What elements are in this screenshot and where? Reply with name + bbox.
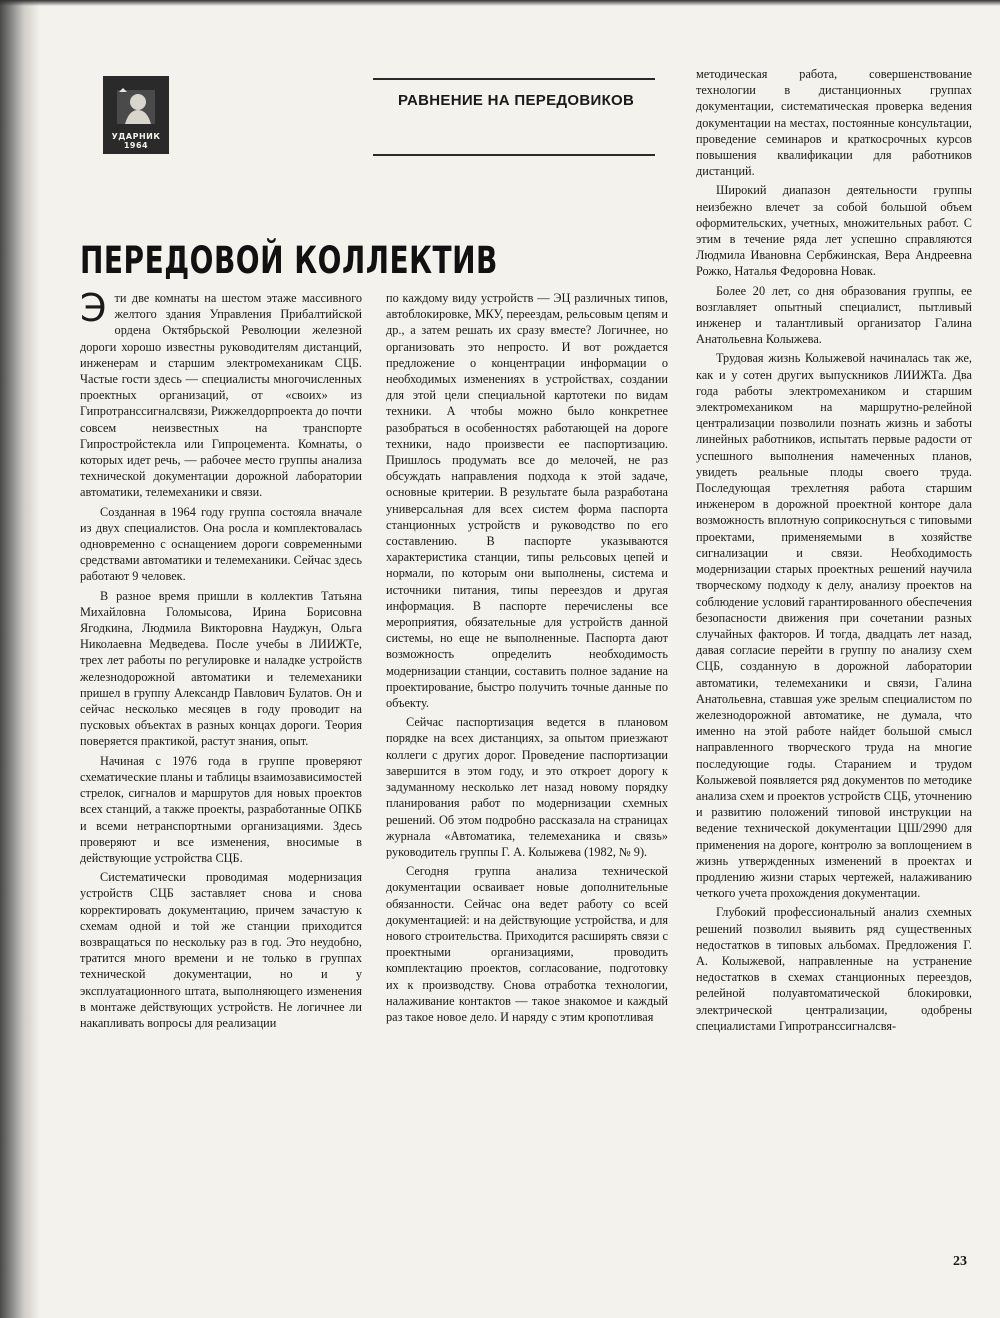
logo-text-line1: УДАРНИК	[111, 132, 161, 141]
paragraph-text: ти две комнаты на шестом этаже массивного желтого здания Управления Прибалтийской ордена Октябрьской Революции железной дороги хорошо известны руководителям дистанций, инженерам и старшим электромеханикам СЦБ. Частые гости здесь — специалисты многочисленных проектных организаций, от «своих» из Гипротранссигналсвязи, Рижжелдорпроекта до почти совсем неизвестных на транспорте Гипростройстекла или Гипроцемента. Комнаты, о которых идет речь, — рабочее место группы анализа технической документации дорожной лаборатории автоматики, телемеханики и связи.	[80, 291, 362, 500]
page-number: 23	[953, 1254, 967, 1269]
rubric-rule-bottom	[373, 154, 655, 156]
article-column-2	[386, 290, 668, 1220]
article-column-3	[696, 66, 972, 1248]
scan-shadow-edge	[0, 0, 40, 1318]
paragraph: Сейчас паспортизация ведется в плановом порядке на всех дистанциях, за опытом приезжают коллеги с других дорог. Проведение паспортизации завершится в этом году, и это откроет дорогу к задуманному несколько лет назад новому порядку планирования работ по модернизации схемных решений. Об этом подробно рассказала на страницах журнала «Автоматика, телемеханика и связь» руководитель группы Г. А. Колыжева (1982, № 9).	[386, 715, 668, 859]
logo-text-line2: 1964	[123, 141, 149, 150]
paragraph: Трудовая жизнь Колыжевой начиналась так же, как и у сотен других выпускников ЛИИЖТа. Два года работы электромехаником и старшим электромехаником на маршрутно-релейной централизации позволили познать жизнь и заботы линейных работников, испытать первые радости от успешного выполнения намеченных планов, увидеть реальные плоды своего труда. Последующая трехлетняя работа старшим инженером в дорожной проектной конторе дала возможность вплотную соприкоснуться с типовыми проектами, применяемыми в хозяйстве сигнализации и связи. Необходимость модернизации старых проектных решений научила творческому подходу к делу, анализу проектов на соблюдение условий гарантированного обеспечения безопасности движения при сочетании разных случайных факторов. И тогда, двадцать лет назад, давая согласие перейти в группу по анализу схем СЦБ, созданную в дорожной лаборатории автоматики, телемеханики и связи, Галина Анатольевна, ставшая уже зрелым специалистом по железнодорожной автоматике, не думала, что именно на этой работе найдет большой смысл направленного творческого труда на многие последующие годы. Старанием и трудом Колыжевой появляется ряд документов по методике анализа схем и проектов устройств СЦБ, уточнению и развитию положений типовой инструкции на ведение технической документации ЦШ/2990 для применения на дороге, контролю за воплощением в жизнь утвержденных изменений в проектах и продлению жизни старых чертежей, налаживанию четкого учета прохождения документации.	[696, 351, 972, 901]
rubric-logo	[103, 76, 169, 154]
paragraph: В разное время пришли в коллектив Татьяна Михайловна Голомысова, Ирина Борисовна Ягодкина, Людмила Викторовна Науджун, Ольга Николаевна Медведева. После учебы в ЛИИЖТе, трех лет работы по регулировке и наладке устройств железнодорожной автоматики и телемеханики пришел в группу Александр Павлович Булатов. Он и сейчас несколько месяцев в году проводит на пусковых объектах в разных концах дороги. Теория поверяется практикой, растут знания, опыт.	[80, 588, 362, 749]
drop-cap: Э	[80, 290, 107, 330]
paragraph: Глубокий профессиональный анализ схемных решений позволил выявить ряд существенных недостатков в типовых альбомах. Предложения Г. А. Колыжевой, направленные на устранение недостатков в схемах станционных переездов, релейной полуавтоматической блокировки, электрической централизации, одобрены специалистами Гипротранссигналсвя-	[696, 905, 972, 1033]
paragraph: Созданная в 1964 году группа состояла вначале из двух специалистов. Она росла и комплектовалась одновременно с оснащением дороги современными средствами автоматики и телемеханики. Сейчас здесь работают 9 человек.	[80, 504, 362, 584]
article-headline: ПЕРЕДОВОЙ КОЛЛЕКТИВ	[80, 238, 498, 283]
logo-text	[112, 132, 161, 150]
portrait-icon	[111, 84, 161, 130]
article-column-1	[80, 290, 362, 1220]
paragraph: Широкий диапазон деятельности группы неизбежно влечет за собой большой объем оформительских, учетных, множительных работ. С этим в течение ряда лет успешно справляются Людмила Ивановна Сербжинская, Вера Андреевна Рожко, Наталья Федоровна Новак.	[696, 183, 972, 279]
paragraph	[80, 290, 362, 501]
scan-top-edge	[0, 0, 1000, 6]
rubric-rule-top	[373, 78, 655, 80]
paragraph: Сегодня группа анализа технической документации осваивает новые дополнительные обязанности. Сейчас она ведет работу со всей документацией: и на действующие устройства, и для нового строительства. Приходится расширять связи с проектными организациями, проводить комплектацию проектов, согласование, подготовку их к производству. Снова отработка технологии, налаживание контактов — такое знакомое и каждый раз такое новое дело. И наряду с этим кропотливая	[386, 864, 668, 1024]
section-rubric: РАВНЕНИЕ НА ПЕРЕДОВИКОВ	[398, 92, 635, 109]
paragraph: по каждому виду устройств — ЭЦ различных типов, автоблокировке, МКУ, переездам, рельсовым цепям и др., а затем решать их сразу вместе? Логичнее, но организовать это непросто. И вот рождается предложение о концентрации информации о необходимых изменениях в устройствах, создании для этой цели специальной картотеки по видам техники. А чтобы можно было конкретнее разобраться в особенностях работающей на дороге техники, надо произвести ее паспортизацию. Пришлось продумать все до мелочей, не раз обсуждать направления подхода к этой задаче, основные критерии. В результате была разработана универсальная для всех систем форма паспорта станционных устройств и руководство по его составлению. В паспорте указываются характеристика станции, типы рельсовых цепей и нормали, по которым они выполнены, система и источники питания, типы переездов и другая информация. В паспорте перечислены все мероприятия, обязательные для устройств данной системы, но еще не выполненные. Паспорта дают возможность определить необходимость модернизации станции, составить полное задание на проектирование, быстро получить точные данные по объекту.	[386, 291, 668, 711]
paragraph: Систематически проводимая модернизация устройств СЦБ заставляет снова и снова корректировать документацию, причем зачастую к схемам одной и той же станции приходится возвращаться по нескольку раз в год. Это неудобно, тратится много времени и не только в группах технической документации, но и у эксплуатационного штата, выполняющего изменения в монтаже действующих устройств. Не логичнее ли накапливать вопросы для реализации	[80, 870, 362, 1030]
paragraph: методическая работа, совершенствование технологии в дистанционных группах документации, систематическая проверка ведения документации на местах, постоянные консультации, проведение семинаров и краткосрочных курсов повышения квалификации для работников дистанций.	[696, 67, 972, 179]
paragraph: Начиная с 1976 года в группе проверяют схематические планы и таблицы взаимозависимостей стрелок, сигналов и маршрутов для новых проектов всех станций, а также проекты, разработанные ОПКБ и всеми нетранспортными организациями. Здесь проверяют и все изменения, вносимые в действующие устройства СЦБ.	[80, 753, 362, 865]
paragraph: Более 20 лет, со дня образования группы, ее возглавляет опытный специалист, пытливый инженер и талантливый организатор Галина Анатольевна Колыжева.	[696, 283, 972, 347]
